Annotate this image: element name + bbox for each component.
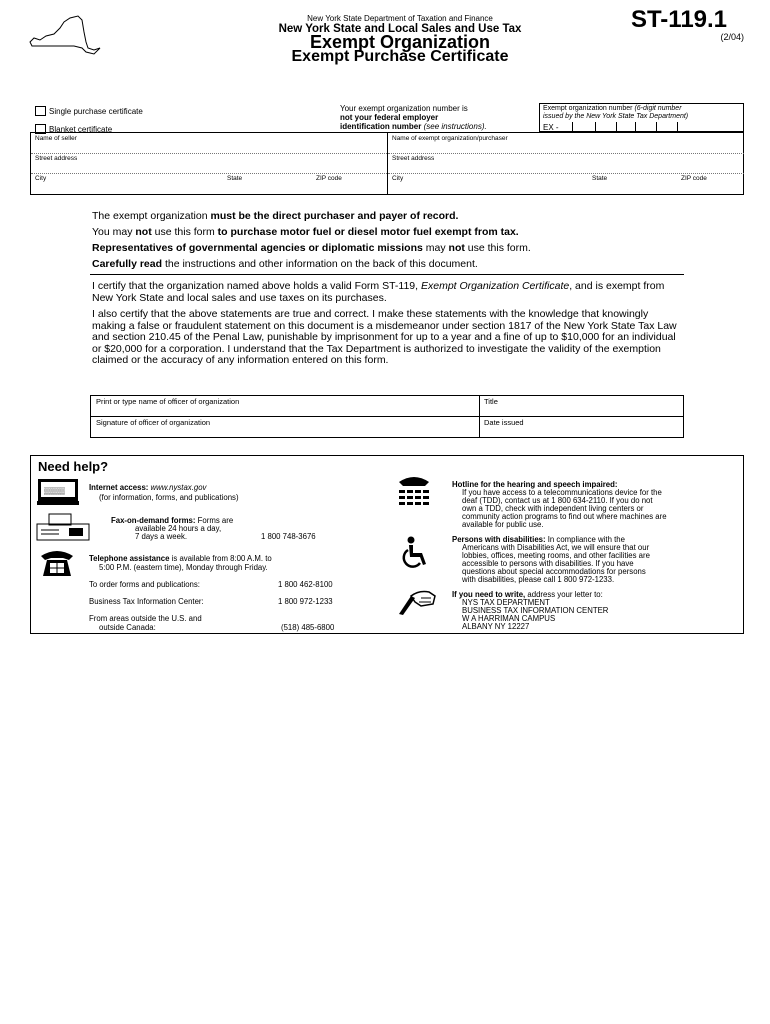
- disabilities-text: Americans with Disabilities Act, we will ensure that our: [462, 543, 650, 552]
- exempt-note-line1: Your exempt organization number is: [340, 104, 468, 113]
- single-purchase-label: Single purchase certificate: [49, 106, 143, 116]
- exempt-number-prefix: EX -: [543, 123, 559, 132]
- certification-paragraph-1: [92, 281, 682, 304]
- wheelchair-icon: [397, 536, 431, 570]
- signature-block: [90, 395, 684, 438]
- instruction-read-carefully: [92, 258, 682, 271]
- instruction-text: the instructions and other information on the back of this document.: [162, 258, 478, 270]
- exempt-number-label-italic1: (6-digit number: [634, 105, 682, 112]
- date-issued-field[interactable]: Date issued: [484, 418, 524, 427]
- fax-phone: 1 800 748-3676: [261, 532, 316, 541]
- single-purchase-checkbox[interactable]: [35, 106, 46, 116]
- exempt-number-label-italic2: issued by the New York State Tax Department): [543, 113, 689, 120]
- btic-phone: 1 800 972-1233: [278, 597, 333, 606]
- digit-divider: [677, 122, 678, 132]
- cert-text: , and is exempt from New York State and local sales and use taxes on its purchases.: [92, 280, 665, 304]
- divider: [90, 274, 684, 275]
- internet-line: [89, 483, 206, 492]
- digit-divider: [595, 122, 596, 132]
- disabilities-text: lobbies, offices, meeting rooms, and other facilities are: [462, 551, 650, 560]
- fax-line-c: 7 days a week.: [135, 532, 188, 541]
- exempt-number-box[interactable]: [539, 103, 744, 132]
- seller-purchaser-grid: [30, 132, 744, 195]
- internet-sub: (for information, forms, and publications): [99, 493, 239, 502]
- need-help-heading: Need help?: [38, 459, 109, 474]
- officer-name-field[interactable]: Print or type name of officer of organization: [96, 397, 240, 406]
- need-help-box: [30, 455, 744, 634]
- purchaser-state-field[interactable]: State: [592, 175, 608, 182]
- hearing-line: community action programs to find out where machines are: [462, 512, 667, 521]
- instruction-bold: not: [135, 226, 152, 238]
- telephone-line: [89, 554, 272, 563]
- btic-label: Business Tax Information Center:: [89, 597, 204, 606]
- agency-name: New York State Department of Taxation and Finance: [307, 14, 493, 23]
- instruction-motor-fuel: [92, 226, 682, 239]
- purchaser-name-field[interactable]: Name of exempt organization/purchaser: [392, 135, 508, 142]
- disabilities-text: questions about special accommodations for persons: [462, 567, 646, 576]
- digit-divider: [616, 122, 617, 132]
- hearing-label: Hotline for the hearing and speech impaired:: [452, 480, 618, 489]
- instruction-bold: must be the direct purchaser and payer of record.: [210, 210, 459, 222]
- form-revision: (2/04): [720, 32, 744, 42]
- form-title-line2: Exempt Purchase Certificate: [291, 48, 509, 65]
- instruction-bold: Representatives of governmental agencies or diplomatic missions: [92, 242, 423, 254]
- address-line: W A HARRIMAN CAMPUS: [462, 614, 556, 623]
- disabilities-text: with disabilities, please call 1 800 972-1233.: [462, 575, 615, 584]
- fax-label: Fax-on-demand forms:: [111, 516, 196, 525]
- digit-divider: [635, 122, 636, 132]
- telephone-label: Telephone assistance: [89, 554, 170, 563]
- hearing-line: deaf (TDD), contact us at 1 800 634-2110. If you do not: [462, 496, 653, 505]
- seller-zip-field[interactable]: ZIP code: [316, 175, 342, 182]
- outside-us-label: From areas outside the U.S. and: [89, 614, 202, 623]
- seller-name-field[interactable]: Name of seller: [35, 135, 77, 142]
- disabilities-text: In compliance with the: [547, 535, 625, 544]
- instruction-text: use this form: [151, 226, 218, 238]
- single-purchase-option[interactable]: [35, 106, 143, 116]
- telephone-text: is available from 8:00 A.M. to: [171, 554, 272, 563]
- instruction-text: You may: [92, 226, 136, 238]
- exempt-note-line3-italic: (see instructions).: [423, 122, 487, 131]
- blanket-certificate-label: Blanket certificate: [49, 124, 113, 134]
- digit-divider: [572, 122, 573, 132]
- disabilities-text: accessible to persons with disabilities. If you have: [462, 559, 634, 568]
- new-york-state-map-icon: [24, 12, 104, 58]
- certification-paragraph-2: I also certify that the above statements are true and correct. I make these statements with the knowledge that knowingly making a false or fraudulent statement on this document is a misdemeanor under section 1817 of the New York State Tax Law and section 210.45 of the Penal Law, punishable by imprisonment for up to a year and a fine of up to $10,000 for an individual or $20,000 for a corporation. I understand that the Tax Department is authorized to investigate the validity of the exemption claimed or the accuracy of any information entered on this form.: [92, 308, 677, 367]
- exempt-number-note: [340, 104, 540, 131]
- cert-italic: Exempt Organization Certificate: [420, 280, 570, 292]
- exempt-number-label: [543, 105, 743, 121]
- seller-street-field[interactable]: Street address: [35, 155, 78, 162]
- instruction-bold: not: [448, 242, 465, 254]
- hearing-line: available for public use.: [462, 520, 544, 529]
- hearing-line: own a TDD, check with independent living centers or: [462, 504, 644, 513]
- officer-title-field[interactable]: Title: [484, 397, 498, 406]
- purchaser-city-field[interactable]: City: [392, 175, 404, 182]
- outside-canada-label: outside Canada:: [99, 623, 156, 632]
- form-number: ST-119.1: [630, 6, 728, 33]
- cert-text: I certify that the organization named above holds a valid Form ST-119,: [92, 280, 421, 292]
- instruction-direct-purchaser: [92, 210, 682, 223]
- telephone-icon: [39, 548, 75, 578]
- seller-city-field[interactable]: City: [35, 175, 47, 182]
- instruction-bold: to purchase motor fuel or diesel motor fuel exempt from tax.: [217, 226, 519, 238]
- address-line: NYS TAX DEPARTMENT: [462, 598, 550, 607]
- computer-icon: [37, 478, 79, 506]
- tdd-phone-icon: [397, 474, 431, 508]
- writing-hand-icon: [397, 586, 439, 616]
- purchaser-zip-field[interactable]: ZIP code: [681, 175, 707, 182]
- write-label: If you need to write,: [452, 590, 526, 599]
- instruction-text: use this form.: [464, 242, 531, 254]
- instruction-text: The exempt organization: [92, 210, 211, 222]
- instruction-text: may: [422, 242, 449, 254]
- svg-text:▒▒▒▒▒: ▒▒▒▒▒: [44, 488, 66, 496]
- exempt-note-line2: not your federal employer: [340, 113, 439, 122]
- fax-line-b: available 24 hours a day,: [135, 524, 222, 533]
- write-text: address your letter to:: [527, 590, 603, 599]
- purchaser-street-field[interactable]: Street address: [392, 155, 435, 162]
- fax-text: Forms are: [197, 516, 234, 525]
- instruction-bold: Carefully read: [92, 258, 163, 270]
- address-line: BUSINESS TAX INFORMATION CENTER: [462, 606, 609, 615]
- officer-signature-field[interactable]: Signature of officer of organization: [96, 418, 211, 427]
- digit-divider: [656, 122, 657, 132]
- address-line: ALBANY NY 12227: [462, 622, 530, 631]
- instruction-representatives: [92, 242, 682, 255]
- hearing-line: If you have access to a telecommunications device for the: [462, 488, 662, 497]
- form-subtitle: New York State and Local Sales and Use Tax: [278, 23, 522, 35]
- order-forms-phone: 1 800 462-8100: [278, 580, 333, 589]
- exempt-note-line3: identification number: [340, 122, 422, 131]
- internet-label: Internet access:: [89, 483, 149, 492]
- order-forms-label: To order forms and publications:: [89, 580, 200, 589]
- seller-state-field[interactable]: State: [227, 175, 243, 182]
- exempt-number-label-text: Exempt organization number: [543, 105, 633, 112]
- telephone-hours: 5:00 P.M. (eastern time), Monday through Friday.: [99, 563, 268, 572]
- form-title-line1: Exempt Organization: [309, 32, 491, 52]
- fax-machine-icon: [35, 512, 91, 542]
- disabilities-label: Persons with disabilities:: [452, 535, 546, 544]
- internet-url[interactable]: www.nystax.gov: [150, 483, 207, 492]
- outside-phone: (518) 485-6800: [281, 623, 335, 632]
